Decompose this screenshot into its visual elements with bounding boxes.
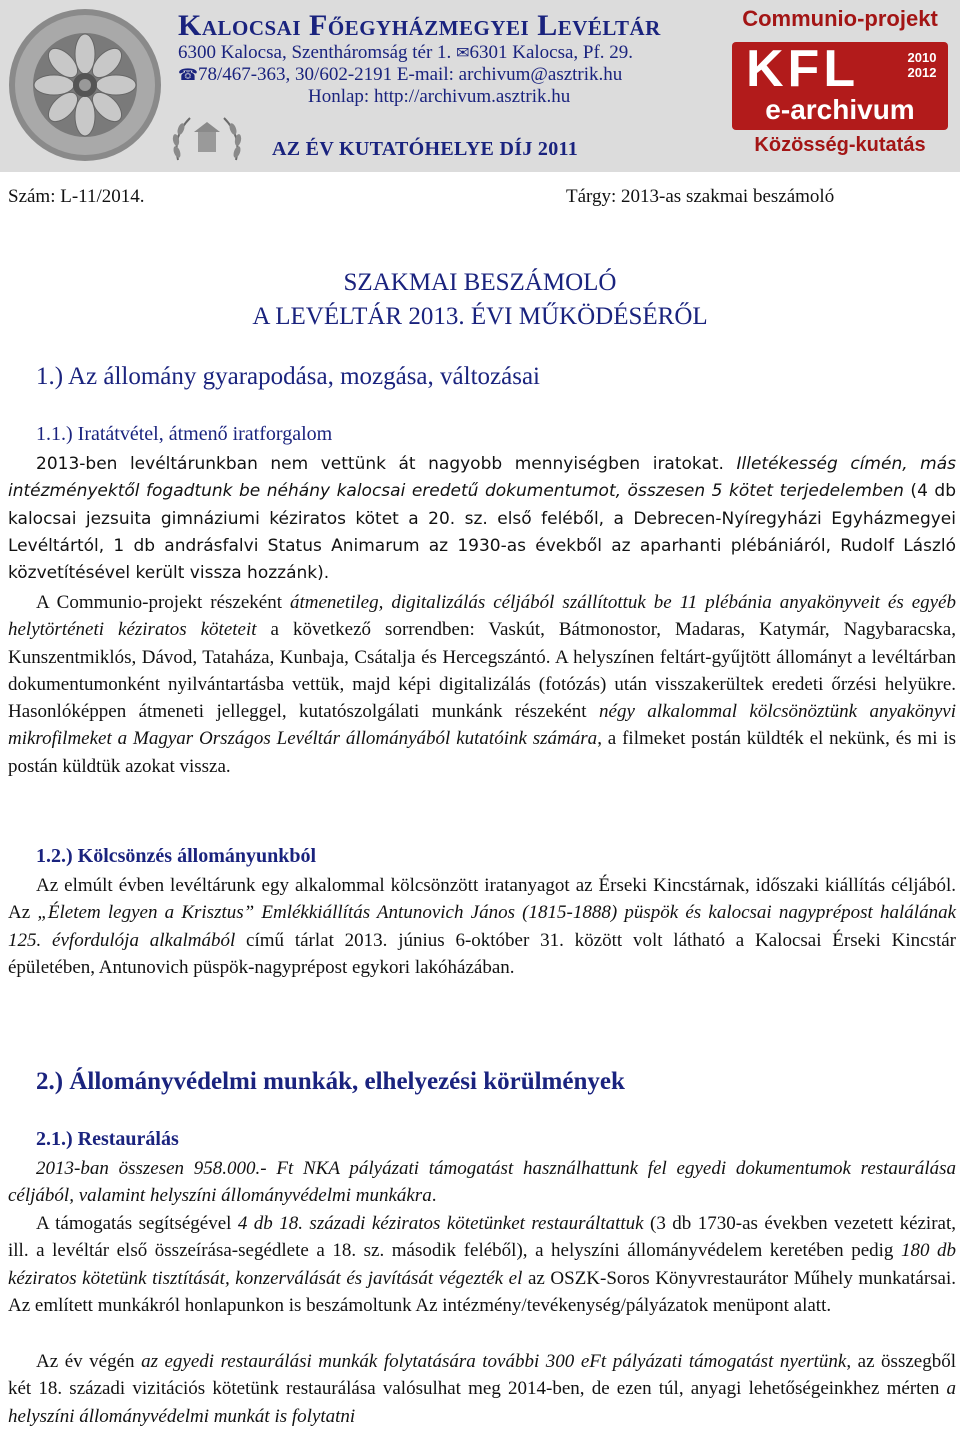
kfl-years <box>900 50 944 80</box>
text-run: , a filmeket postán küldték el nekünk, és mi is postán küldtük azokat vissza. <box>8 728 957 777</box>
section-2-heading: 2.) Állományvédelmi munkák, elhelyezési körülmények <box>36 1068 625 1095</box>
text-run: A Communio-projekt részeként <box>36 592 290 613</box>
phone-numbers: 78/467-363, 30/602-2191 <box>197 64 393 85</box>
section-1-heading: 1.) Az állomány gyarapodása, mozgása, változásai <box>36 363 540 390</box>
text-run: (3 db 1730-as években vezetett kézirat, ill. a levéltár első összeírása-segédlete a 18. sz. második feléből), a helyszíni állományvédelem keretében pedig <box>8 1213 956 1262</box>
section-2-1-paragraph-2 <box>8 1210 956 1319</box>
text-run: A támogatás segítségével <box>36 1213 238 1234</box>
section-1-2-heading: 1.2.) Kölcsönzés állományunkból <box>36 845 317 867</box>
text-run: 2013-ben levéltárunkban nem vettünk át nagyobb mennyiségben iratokat. <box>36 454 737 474</box>
text-run: az OSZK-Soros Könyvrestaurátor Műhely munkatársai. Az említett munkákról honlapunkon is beszámoltunk Az intézmény/tevékenység/pályázatok menüpont alatt. <box>8 1267 957 1316</box>
letterhead <box>0 0 960 172</box>
text-run: a következő sorrendben: Vaskút, Bátmonostor, Madaras, Katymár, Nagybaracska, Kunszentmiklós, Dávod, Tataháza, Kunbaja, Csátalja és Hercegszántó. A helyszínen feltárt-gyűjtött állományt a levéltárban dokumentumonként nyilvántartásba vettük, majd képi digitalizálás (fotózás) után visszakerültek eredeti őrzési helyükre. Hasonlóképpen átmeneti jelleggel, kutatószolgálati munkánk részeként <box>8 619 956 723</box>
section-1-2-paragraph <box>8 872 956 981</box>
kfl-tagline: Közösség-kutatás <box>754 134 926 156</box>
kfl-year-start: 2010 <box>907 50 937 65</box>
text-run: (4 db kalocsai jezsuita gimnáziumi kéziratos kötet a 20. sz. első feléből, a Debrecen-Nyíregyházi Egyházmegyei Levéltártól, 1 db andrásfalvi Status Animarum az 1930-as évekből az aparhanti plébániáról, Rudolf László közvetítésével került vissza hozzánk). <box>8 481 956 584</box>
section-2-1-heading: 2.1.) Restaurálás <box>36 1128 179 1150</box>
document-number: Szám: L-11/2014. <box>8 186 145 207</box>
section-1-1-heading: 1.1.) Iratátvétel, átmenő iratforgalom <box>36 423 333 445</box>
kfl-project-name: Communio-projekt <box>742 6 938 31</box>
text-run-italic: 2013-ban összesen 958.000.- Ft NKA pályázati támogatást használhattunk fel egyedi dokumentumok restaurálása céljából, valamint helyszíni állományvédelmi munkákra <box>8 1158 956 1207</box>
text-run-italic: az egyedi restaurálási munkák folytatására további 300 eFt pályázati támogatást nyertünk <box>141 1351 847 1372</box>
text-run: Az év végén <box>36 1351 142 1372</box>
text-run-italic: a helyszíni állományvédelmi munkát is folytatni <box>8 1378 956 1427</box>
kfl-badge <box>732 42 948 130</box>
award-text: AZ ÉV KUTATÓHELYE DÍJ 2011 <box>272 138 579 160</box>
document-subject: Tárgy: 2013-as szakmai beszámoló <box>566 186 835 207</box>
archive-name: Kalocsai Főegyházmegyei Levéltár <box>178 9 661 42</box>
text-run: , az összegből két 18. századi vizitációs kötetünk restaurálása valósulhat meg 2014-ben, de ezen túl, anyagi lehetőségeinkhez mérten <box>8 1351 956 1400</box>
phone-icon: ☎ <box>178 65 198 84</box>
text-run-italic: négy alkalommal kölcsönöztünk anyakönyvi mikrofilmeket a Magyar Országos Levéltár állományából kutatóink számára <box>8 701 956 750</box>
envelope-icon: ✉ <box>456 43 470 62</box>
laurel-icon <box>168 112 246 164</box>
text-run-italic: 180 db kéziratos kötetünk tisztítását, konzerválását és javítását végezték el <box>8 1240 957 1289</box>
address-line <box>178 42 718 64</box>
kfl-logo <box>726 6 954 168</box>
section-2-1-paragraph-1 <box>8 1155 956 1210</box>
section-2-1-paragraph-3 <box>8 1348 956 1430</box>
postal-address: 6301 Kalocsa, Pf. 29. <box>469 42 634 63</box>
text-run: című tárlat 2013. június 6-október 31. között volt látható a Kalocsai Érseki Kincstár épületében, Antunovich püspök-nagyprépost egykori lakóházában. <box>8 929 956 978</box>
kfl-year-end: 2012 <box>907 65 937 80</box>
text-run: Az elmúlt évben levéltárunk egy alkalommal kölcsönzött iratanyagot az Érseki Kincstárnak, időszaki kiállítás céljából. Az <box>8 875 956 924</box>
section-1-1-paragraph-2 <box>8 589 956 780</box>
email-address: E-mail: archivum@asztrik.hu <box>396 64 623 85</box>
text-run-italic: „Életem legyen a Krisztus” Emlékkiállítás Antunovich János (1815-1888) püspök és kalocsai nagyprépost halálának 125. évfordulója alkalmából <box>8 902 957 951</box>
text-run-italic: átmenetileg, digitalizálás céljából szállítottuk be 11 plébánia anyakönyveit és egyéb helytörténeti kéziratos köteteit <box>8 592 956 641</box>
text-run-italic: 4 db 18. századi kéziratos kötetünket restauráltattuk <box>237 1213 644 1234</box>
contact-line <box>178 64 718 86</box>
website-line: Honlap: http://archivum.asztrik.hu <box>308 86 571 107</box>
section-1-1-paragraph-1 <box>8 451 956 587</box>
kfl-earchivum: e-archivum <box>765 94 915 125</box>
letterhead-text <box>178 10 718 108</box>
report-title-line2: A LEVÉLTÁR 2013. ÉVI MŰKÖDÉSÉRŐL <box>252 303 708 330</box>
archive-seal-icon <box>6 4 164 166</box>
kfl-letters: KFL <box>746 40 860 98</box>
text-run-italic: Illetékesség címén, más intézményektől fogadtunk be néhány kalocsai eredetű dokumentumot, összesen 5 kötet terjedelemben <box>8 454 956 502</box>
street-address: 6300 Kalocsa, Szentháromság tér 1. <box>178 42 452 63</box>
report-title-line1: SZAKMAI BESZÁMOLÓ <box>343 269 617 296</box>
text-run: . <box>431 1185 437 1207</box>
